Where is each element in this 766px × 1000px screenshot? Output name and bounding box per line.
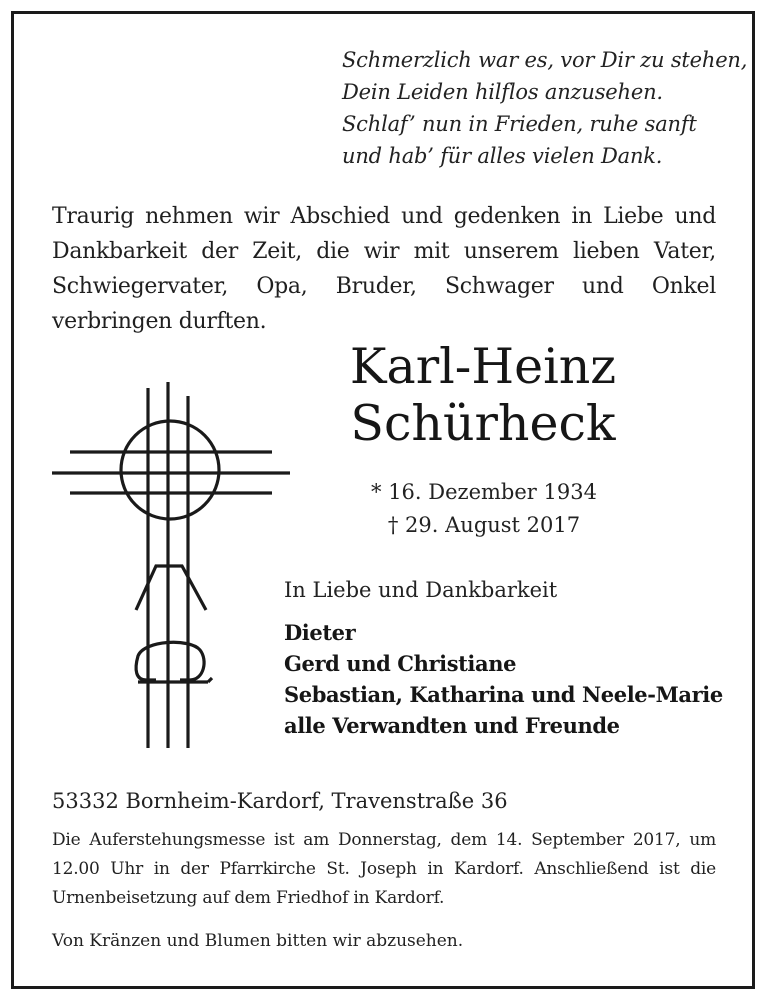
deceased-name [300,338,666,452]
mourner-name: Dieter [284,620,356,645]
death-date: † 29. August 2017 [387,513,581,537]
poem-line: Dein Leiden hilflos anzusehen. [342,80,663,104]
deceased-last-name: Schürheck [350,395,616,452]
life-dates [336,476,632,542]
closing-note: Von Kränzen und Blumen bitten wir abzusehen. [52,931,464,951]
mourner-name: Gerd und Christiane [284,651,517,676]
farewell-text: Traurig nehmen wir Abschied und gedenken in Liebe und Dankbarkeit der Zeit, die wir mit unserem lieben Vater, Schwiegervater, Opa, Bruder, Schwager und Onkel verbringen durften. [52,204,716,334]
memorial-cross-icon [50,380,294,750]
mourners-intro: In Liebe und Dankbarkeit [284,578,558,602]
deceased-first-name: Karl-Heinz [349,338,617,395]
mourners-list [284,617,723,741]
poem-line: Schlaf’ nun in Frieden, ruhe sanft [342,112,697,136]
birth-date: * 16. Dezember 1934 [371,480,597,504]
family-address: 53332 Bornheim-Kardorf, Travenstraße 36 [52,789,508,813]
mourner-name: alle Verwandten und Freunde [284,713,620,738]
poem-line: und hab’ für alles vielen Dank. [342,144,663,168]
poem-line: Schmerzlich war es, vor Dir zu stehen, [342,48,748,72]
service-details: Die Auferstehungsmesse ist am Donnerstag, dem 14. September 2017, um 12.00 Uhr in der Pfarrkirche St. Joseph in Kardorf. Anschließend ist die Urnenbeisetzung auf dem Friedhof in Kardorf. [52,830,716,908]
memorial-poem [342,44,748,172]
mourner-name: Sebastian, Katharina und Neele-Marie [284,682,723,707]
